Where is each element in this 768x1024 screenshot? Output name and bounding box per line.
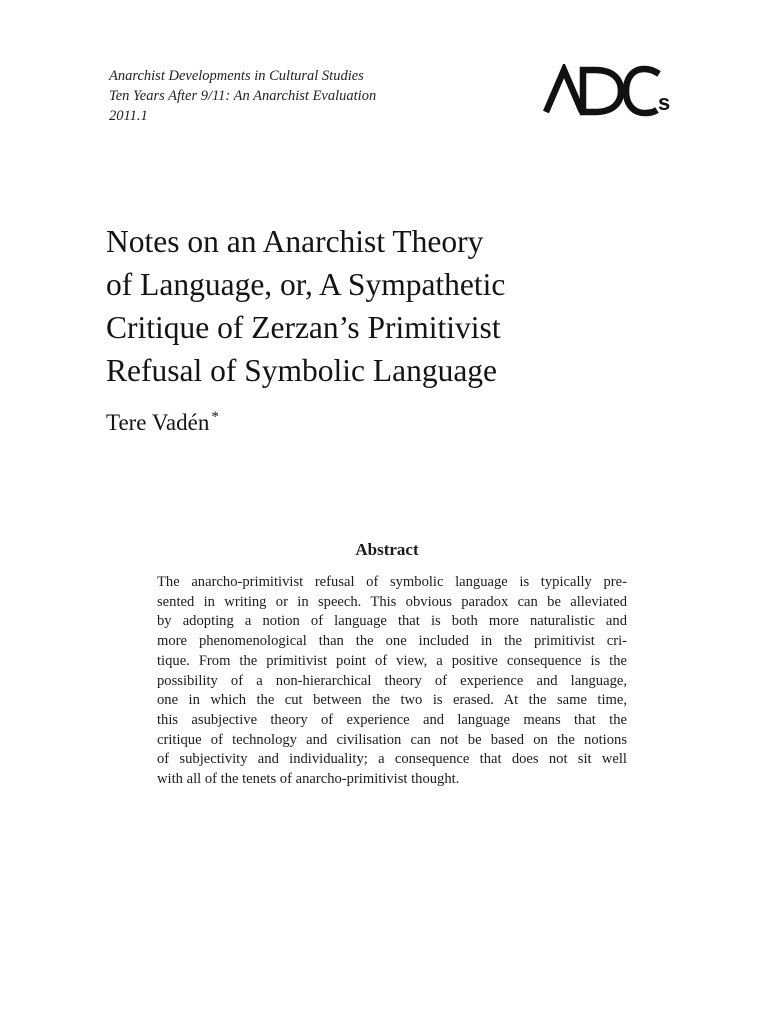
title-line: Refusal of Symbolic Language <box>106 353 498 388</box>
abstract-line: The anarcho-primitivist refusal of symbolic language is typically pre- <box>157 574 627 590</box>
logo-letter-a <box>546 70 582 112</box>
title-line: of Language, or, A Sympathetic <box>106 267 506 302</box>
title-line: Critique of Zerzan’s Primitivist <box>106 310 501 345</box>
journal-header <box>109 66 469 126</box>
abstract-line: critique of technology and civilisation can not be based on the notions <box>157 731 627 748</box>
abstract-heading: Abstract <box>355 540 419 559</box>
author <box>106 408 219 438</box>
author-footnote-mark[interactable]: * <box>211 409 219 425</box>
abstract-line: with all of the tenets of anarcho-primitivist thought. <box>157 771 460 788</box>
abstract-line: this asubjective theory of experience and language means that the <box>157 711 627 728</box>
volume-number: 2011.1 <box>109 108 148 124</box>
issue-title: Ten Years After 9/11: An Anarchist Evaluation <box>109 88 377 104</box>
abstract-line: one in which the cut between the two is erased. At the same time, <box>157 692 627 709</box>
abstract-line: sented in writing or in speech. This obvious paradox can be alleviated <box>157 593 627 610</box>
abstract-body <box>157 573 627 790</box>
logo-letter-d <box>583 70 621 112</box>
journal-name: Anarchist Developments in Cultural Studies <box>109 68 364 84</box>
abstract-line: more phenomenological than the one included in the primitivist cri- <box>157 633 627 650</box>
abstract-line: possibility of a non-hierarchical theory of experience and language, <box>157 672 627 689</box>
abstract-line: tique. From the primitivist point of view, a positive consequence is the <box>157 652 627 669</box>
abstract-line: of subjectivity and individuality; a consequence that does not sit well <box>157 751 627 768</box>
title-line: Notes on an Anarchist Theory <box>106 224 484 259</box>
logo-letter-s: s <box>658 90 671 115</box>
author-name: Tere Vadén <box>106 410 210 435</box>
adcs-logo <box>543 64 678 120</box>
logo-letter-c <box>626 69 659 113</box>
paper-title <box>106 220 666 392</box>
abstract-line: by adopting a notion of language that is both more naturalistic and <box>157 613 627 630</box>
